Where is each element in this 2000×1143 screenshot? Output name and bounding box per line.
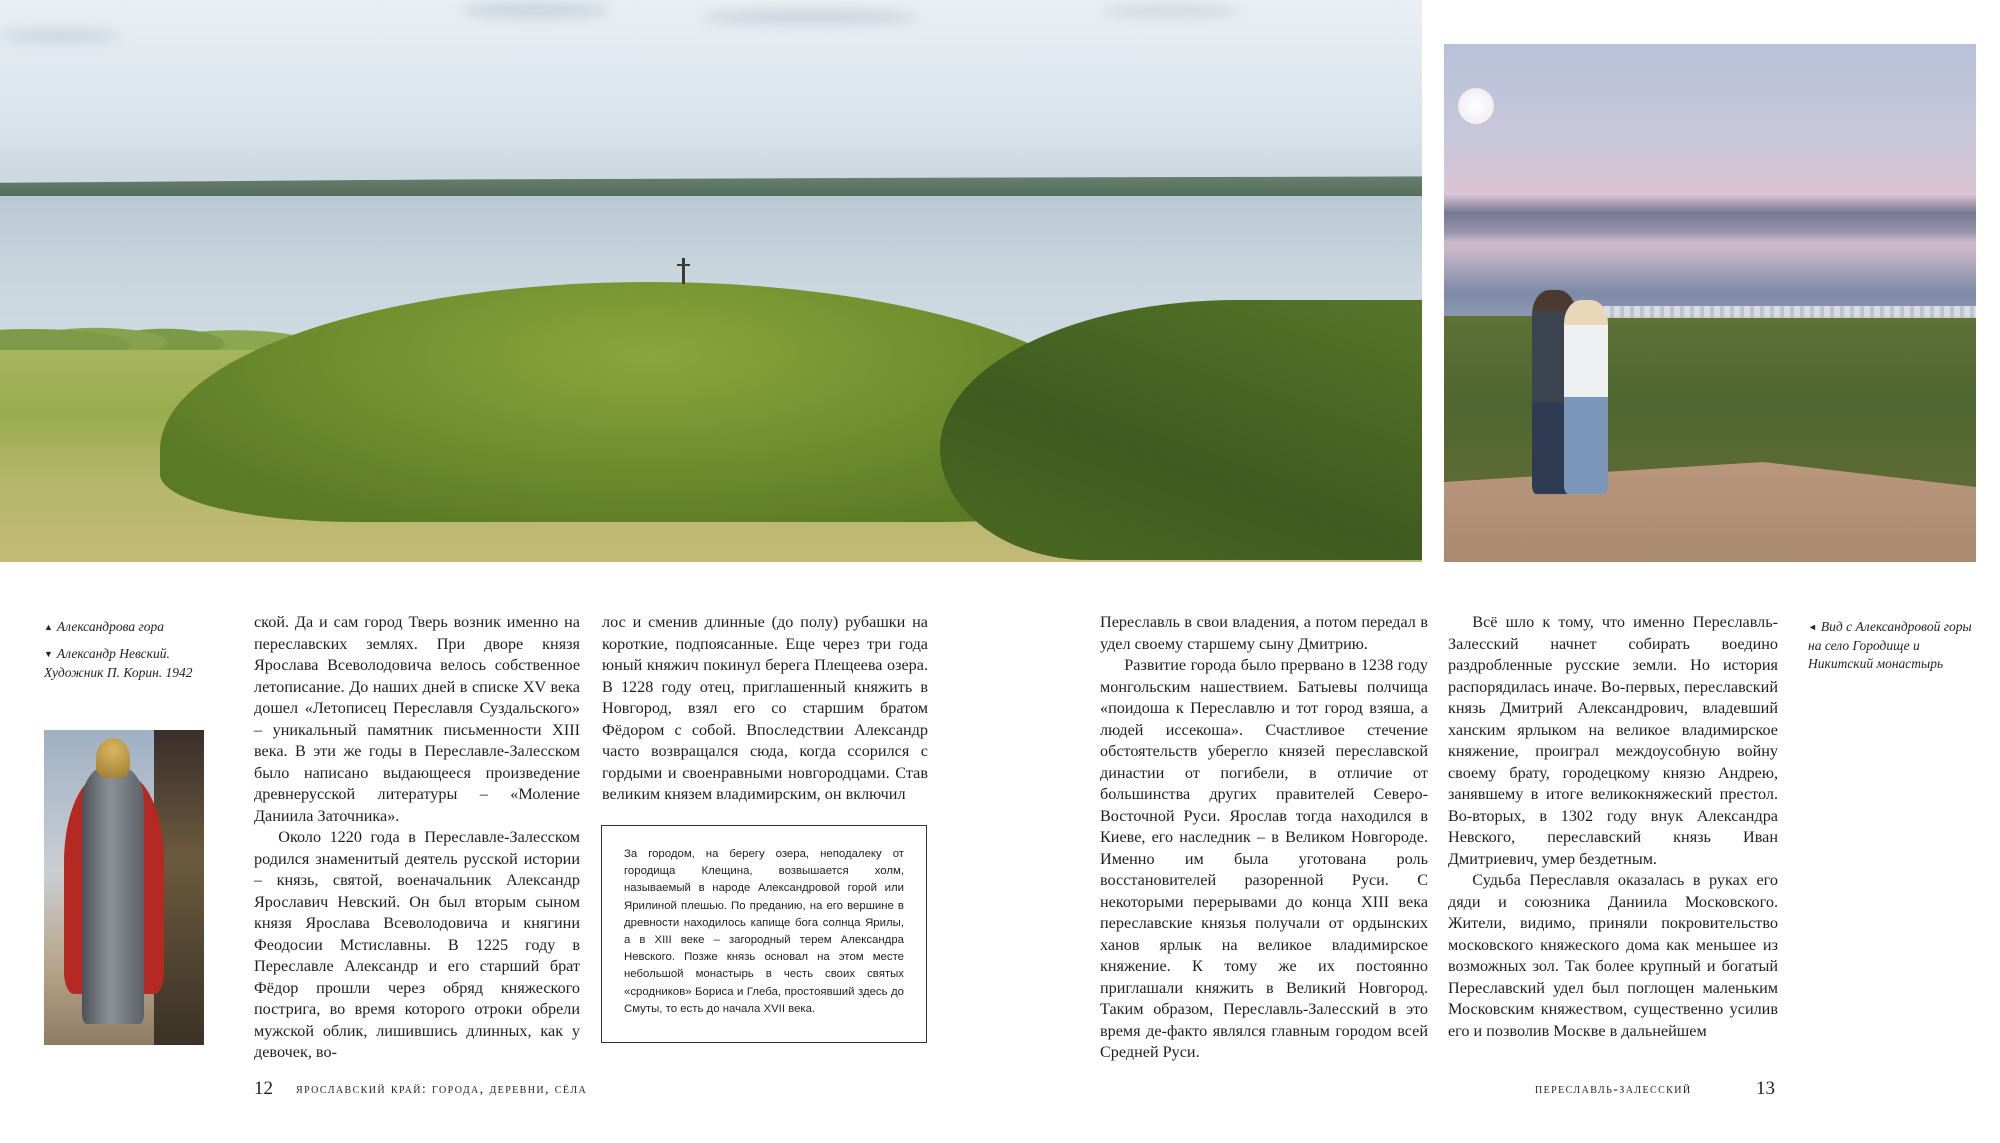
caption-left	[44, 618, 214, 690]
caption-view-gorodishche: ◄ Вид с Александровой горы на село Городище и Никитский монастырь	[1808, 619, 1972, 671]
running-head-right: переславль-залесский	[1535, 1082, 1692, 1097]
sidebar-box	[601, 825, 927, 1043]
distant-monastery	[1594, 306, 1976, 318]
caption-right	[1808, 618, 1978, 681]
paragraph: Всё шло к тому, что именно Переславль-Залесский начнет собирать воедино раздробленные русские земли. Но история распорядилась иначе. Во-первых, переславский князь Дмитрий Александрович, владевший ханским ярлыком на великое владимирское княжение, проиграл междоусобную войну своему брату, городецкому князю Андрею, занявшему в итоге великокняжеский престол. Во-вторых, в 1302 году внук Александра Невского, переславский князь Иван Дмитриевич, умер бездетным.	[1448, 613, 1778, 868]
caption-nevsky-painting: ▼ Александр Невский. Художник П. Корин. 1942	[44, 646, 193, 680]
paragraph: Развитие города было прервано в 1238 году монгольским нашествием. Батыевы полчища «поидоша к Переславлю и тот город взяша, а людей иссекоша». Счастливое стечение обстоятельств уберегло князей переславской династии от погибели, в отличие от большинства других правителей Северо-Восточной Руси. Ярослав тогда находился в Киеве, его наследник – в Великом Новгороде. Именно им была уготована роль восстановителей разоренной Руси. С некоторыми перерывами до конца XIII века переславские князья получали от ордынских ханов ярлык на великое владимирское княжение. К тому же их постоянно приглашали княжить в Великий Новгород. Таким образом, Переславль-Залесский в это время де-факто являлся главным городом всей Средней Руси.	[1100, 656, 1428, 1061]
cross-on-hill	[682, 258, 685, 284]
photo-view-gorodishche	[1444, 44, 1976, 562]
text-column-1	[254, 612, 580, 1064]
caption-alexandrova-gora: ▲ Александрова гора	[44, 619, 165, 634]
moon	[1458, 88, 1494, 124]
running-head-left: ярославский край: города, деревни, сёла	[296, 1082, 588, 1097]
page-number-right: 13	[1756, 1078, 1775, 1099]
paragraph: ской. Да и сам город Тверь возник именно на переславских землях. При дворе князя Ярослава Всеволодовича велось собственное летописание. До наших дней в списке XV века дошел «Летописец Переславля Суздальского» – уникальный памятник письменности XIII века. В эти же годы в Переславле-Залесском было написано выдающееся произведение древнерусской литературы – «Моление Даниила Заточника».	[254, 613, 580, 825]
photo-alexandrova-gora	[0, 0, 1422, 562]
sidebar-text: За городом, на берегу озера, неподалеку от городища Клещина, возвышается холм, называемый в народе Александровой горой или Ярилиной плешью. По преданию, на его вершине в древности находилось капище бога солнца Ярилы, а в XIII веке – загородный терем Александра Невского. Позже князь основал на этом месте небольшой монастырь в честь своих святых «сродников» Бориса и Глеба, простоявший здесь до Смуты, то есть до начала XVII века.	[624, 848, 904, 1015]
text-column-2	[602, 612, 928, 806]
paragraph: Судьба Переславля оказалась в руках его дяди и союзника Даниила Московского. Жители, видимо, приняли покровительство московского княжеского дома как меньшее из возможных зол. Так более крупный и богатый Переславский удел был поглощен маленьким Московским княжеством, существенно усилив его и позволив Москве в дальнейшем	[1448, 871, 1778, 1040]
triangle-down-icon: ▼	[44, 649, 53, 659]
text-column-4	[1448, 612, 1778, 1042]
painting-alexander-nevsky	[44, 730, 204, 1045]
text-column-3	[1100, 612, 1428, 1064]
triangle-up-icon: ▲	[44, 622, 53, 632]
paragraph: Переславль в свои владения, а потом передал в удел своему старшему сыну Дмитрию.	[1100, 613, 1428, 653]
paragraph: Около 1220 года в Переславле-Залесском родился знаменитый деятель русской истории – князь, святой, военачальник Александр Ярославич Невский. Он был вторым сыном князя Ярослава Всеволодовича и княгини Феодосии Мстиславны. В 1225 году в Переславле Александр и его старший брат Фёдор прошли через обряд княжеского пострига, во время которого отроки обрели мужской облик, лишившись длинных, как у девочек, во-	[254, 828, 580, 1061]
page-number-left: 12	[254, 1078, 273, 1099]
triangle-left-icon: ◄	[1808, 622, 1817, 632]
paragraph: лос и сменив длинные (до полу) рубашки на короткие, подпоясанные. Еще через три года юный княжич покинул берега Плещеева озера. В 1228 году отец, приглашенный княжить в Новгород, взял его со старшим братом Фёдором с собой. Впоследствии Александр часто возвращался сюда, когда ссорился с гордыми и своенравными новгородцами. Став великим князем владимирским, он включил	[602, 613, 928, 803]
